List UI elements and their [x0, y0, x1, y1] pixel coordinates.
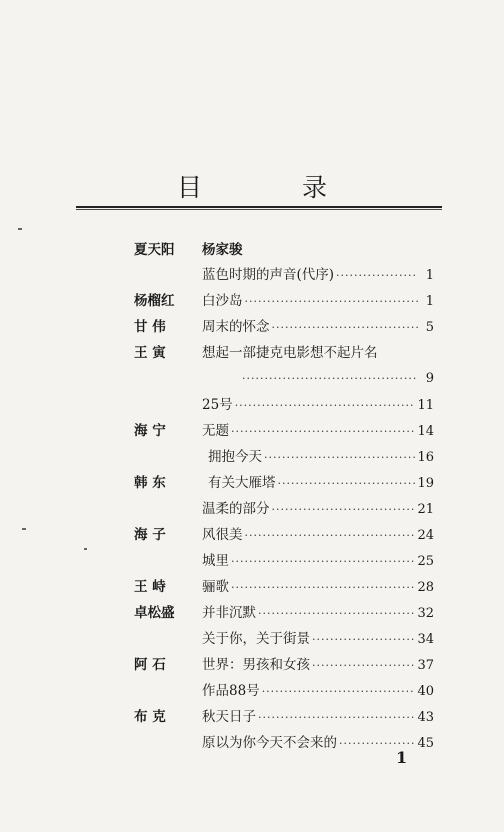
toc-row[interactable]: [0, 575, 504, 599]
scan-speck: [18, 228, 22, 230]
toc-row[interactable]: [0, 289, 504, 313]
toc-row: [0, 238, 504, 262]
toc-entry[interactable]: [202, 341, 434, 365]
toc-entry[interactable]: [202, 393, 434, 418]
toc-page: 45: [417, 736, 434, 751]
toc-author: 卓松盛: [134, 605, 175, 621]
toc-entry[interactable]: [202, 315, 434, 340]
toc-page: 19: [417, 476, 434, 491]
toc-author: 甘 伟: [134, 319, 166, 335]
toc-row[interactable]: [0, 419, 504, 443]
toc-page: 40: [417, 684, 434, 699]
toc-entry[interactable]: [202, 419, 434, 444]
toc-title: 白沙岛: [202, 293, 243, 309]
toc-row[interactable]: [0, 497, 504, 521]
title-divider: [76, 206, 442, 210]
toc-author: 布 克: [134, 709, 166, 725]
dot-leader: [245, 290, 419, 314]
toc-page: 16: [417, 450, 434, 465]
toc-author: 杨榴红: [134, 293, 175, 309]
toc-row[interactable]: [0, 471, 504, 495]
dot-leader: [258, 706, 415, 730]
toc-row[interactable]: [0, 627, 504, 651]
toc-title: 原以为你今天不会来的: [202, 735, 337, 751]
toc-entry: [202, 238, 434, 262]
toc-entry[interactable]: [202, 497, 434, 522]
toc-entry[interactable]: [208, 445, 434, 470]
toc-author: 阿 石: [134, 657, 166, 673]
toc-entry[interactable]: [202, 601, 434, 626]
toc-page: 25: [417, 554, 434, 569]
toc-title: 拥抱今天: [208, 449, 262, 465]
toc-row[interactable]: [0, 705, 504, 729]
toc-page: 24: [417, 528, 434, 543]
dot-leader: [242, 367, 418, 391]
toc-title: 周末的怀念: [202, 319, 270, 335]
toc-entry[interactable]: [240, 367, 434, 391]
toc-entry[interactable]: [202, 653, 434, 678]
dot-leader: [258, 602, 415, 626]
toc-entry[interactable]: [202, 263, 434, 288]
dot-leader: [272, 498, 416, 522]
toc-author: 夏天阳: [134, 242, 175, 258]
toc-row[interactable]: [0, 341, 504, 365]
toc-page: 14: [417, 424, 434, 439]
toc-author: 海 子: [134, 527, 166, 543]
toc-title: 有关大雁塔: [208, 475, 276, 491]
toc-entry[interactable]: [202, 627, 434, 652]
toc-row[interactable]: [0, 653, 504, 677]
toc-title: 温柔的部分: [202, 501, 270, 517]
dot-leader: [312, 628, 415, 652]
toc-page: 1: [425, 268, 434, 283]
dot-leader: [231, 550, 415, 574]
toc-title: 城里: [202, 553, 229, 569]
toc-row[interactable]: [0, 393, 504, 417]
toc-title: 作品88号: [202, 683, 260, 699]
toc-page: 34: [417, 632, 434, 647]
toc-row[interactable]: [0, 315, 504, 339]
dot-leader: [245, 524, 416, 548]
toc-entry[interactable]: [202, 523, 434, 548]
toc-entry[interactable]: [202, 575, 434, 600]
toc-title: 蓝色时期的声音(代序): [202, 267, 335, 283]
toc-page: 1: [425, 294, 434, 309]
toc-title: 无题: [202, 423, 229, 439]
toc-title: 秋天日子: [202, 709, 256, 725]
dot-leader: [264, 446, 415, 470]
toc-title: 风很美: [202, 527, 243, 543]
toc-row[interactable]: [0, 679, 504, 703]
toc-row[interactable]: [0, 367, 504, 391]
toc-title: 骊歌: [202, 579, 229, 595]
toc-row[interactable]: [0, 445, 504, 469]
page-number: 1: [396, 748, 408, 767]
toc-author: 王 峙: [134, 579, 166, 595]
toc-row[interactable]: [0, 601, 504, 625]
toc-entry[interactable]: [208, 471, 434, 496]
toc-row[interactable]: [0, 731, 504, 755]
toc-title: 并非沉默: [202, 605, 256, 621]
toc-title: 25号: [202, 397, 233, 413]
toc-entry[interactable]: [202, 705, 434, 730]
dot-leader: [262, 680, 416, 704]
dot-leader: [312, 654, 415, 678]
toc-page: 9: [425, 371, 434, 386]
toc-entry[interactable]: [202, 549, 434, 574]
toc-page: 37: [417, 658, 434, 673]
dot-leader: [235, 394, 416, 418]
dot-leader: [231, 420, 415, 444]
toc-page: 21: [417, 502, 434, 517]
dot-leader: [278, 472, 416, 496]
toc-entry[interactable]: [202, 679, 434, 704]
toc-author: 海 宁: [134, 423, 166, 439]
dot-leader: [272, 316, 419, 340]
dot-leader: [336, 264, 418, 288]
dot-leader: [231, 576, 415, 600]
page-title: 目 录: [177, 173, 373, 202]
toc-row[interactable]: [0, 263, 504, 287]
toc-page: 5: [425, 320, 434, 335]
toc-page: 43: [417, 710, 434, 725]
toc-author: 韩 东: [134, 475, 166, 491]
toc-author: 王 寅: [134, 345, 166, 361]
toc-entry[interactable]: [202, 289, 434, 314]
toc-page: 32: [417, 606, 434, 621]
toc-title: 杨家骏: [202, 242, 243, 258]
toc-row[interactable]: [0, 523, 504, 547]
toc-page: 28: [417, 580, 434, 595]
toc-row[interactable]: [0, 549, 504, 573]
toc-title: 世界：男孩和女孩: [202, 657, 310, 673]
toc-title: 想起一部捷克电影想不起片名: [202, 345, 378, 361]
toc-title: 关于你，关于街景: [202, 631, 310, 647]
toc-page: 11: [417, 398, 434, 413]
